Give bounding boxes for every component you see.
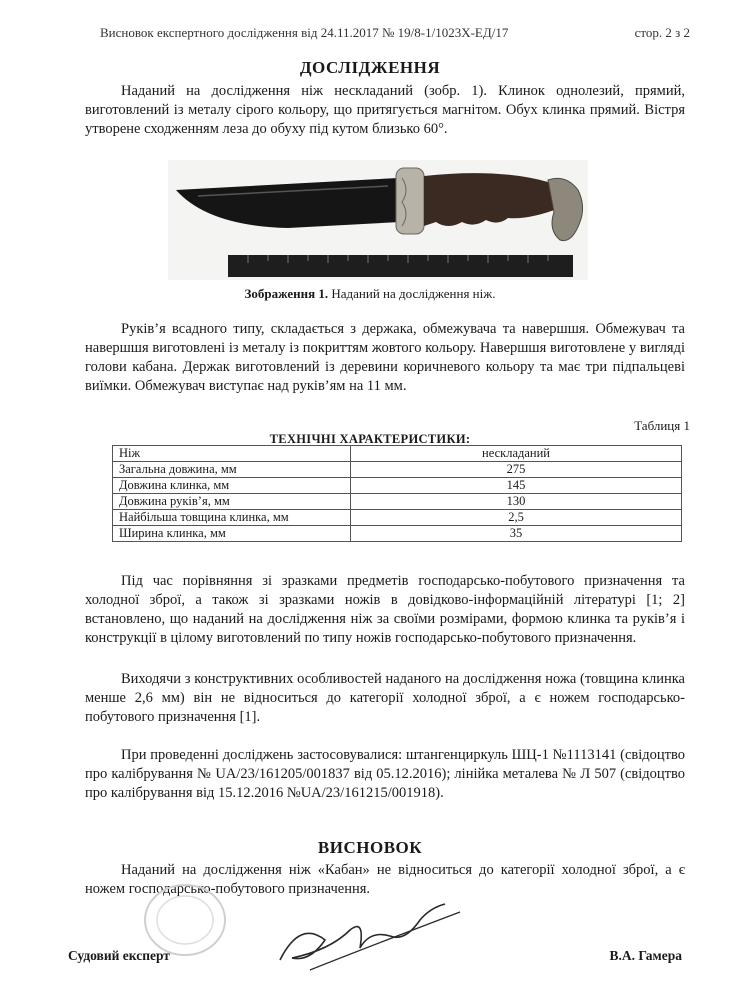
signature-name: В.А. Гамера — [609, 948, 682, 963]
conclusion-paragraph: Наданий на дослідження ніж «Кабан» не відноситься до категорії холодної зброї, а є ножем господарсько-побутового призначення. — [85, 862, 685, 897]
table-header-row — [113, 446, 682, 462]
table-number: Таблиця 1 — [634, 418, 690, 433]
table-cell-value: 145 — [351, 478, 682, 494]
table-header-cell: нескладаний — [351, 446, 682, 462]
table-cell-label: Найбільша товщина клинка, мм — [113, 510, 351, 526]
header-page-number: стор. 2 з 2 — [634, 25, 690, 40]
table-cell-label: Ширина клинка, мм — [113, 526, 351, 542]
handle-description-paragraph: Руків’я всадного типу, складається з держака, обмежувача та навершшя. Обмежувач та навершшя виготовлені із металу із покриттям жовтого кольору. Навершшя виготовлене у вигляді голови кабана. Держак виготовлений із деревини коричневого кольору та має три підпальцеві виїмки. Обмежувач виступає над руків’ям на 11 мм. — [85, 321, 685, 394]
table-cell-value: 2,5 — [351, 510, 682, 526]
table-header-cell: Ніж — [113, 446, 351, 462]
table-cell-label: Довжина руків’я, мм — [113, 494, 351, 510]
knife-photo — [168, 160, 588, 280]
table-cell-value: 130 — [351, 494, 682, 510]
table-cell-label: Довжина клинка, мм — [113, 478, 351, 494]
table-row — [113, 478, 682, 494]
specifications-table — [112, 445, 682, 542]
table-row — [113, 526, 682, 542]
table-row — [113, 510, 682, 526]
table-cell-value: 35 — [351, 526, 682, 542]
section-title-conclusion: ВИСНОВОК — [317, 838, 423, 857]
table-cell-label: Загальна довжина, мм — [113, 462, 351, 478]
table-row — [113, 462, 682, 478]
table-title: ТЕХНІЧНІ ХАРАКТЕРИСТИКИ: — [269, 432, 471, 446]
table-cell-value: 275 — [351, 462, 682, 478]
figure-caption-text: Наданий на дослідження ніж. — [328, 286, 496, 301]
instruments-paragraph: При проведенні досліджень застосовувалися: штангенциркуль ШЦ-1 №1113141 (свідоцтво про калібрування № UA/23/161205/001837 від 05.12.2016); лінійка металева № Л 507 (свідоцтво про калібрування від 15.12.2016 №UA/23/161215/001918). — [85, 747, 685, 801]
constructive-paragraph: Виходячи з конструктивних особливостей наданого на дослідження ножа (товщина клинка менше 2,6 мм) він не відноситься до категорії холодної зброї, а є ножем господарсько-побутового призначення [1]. — [85, 671, 685, 725]
intro-paragraph: Наданий на дослідження ніж нескладаний (зобр. 1). Клинок однолезий, прямий, виготовлений із металу сірого кольору, що притягується магнітом. Обух клинка прямий. Вістря утворене сходженням леза до обуху під кутом близько 60°. — [85, 83, 685, 137]
handwritten-signature — [270, 900, 470, 980]
figure-caption — [0, 286, 740, 302]
signature-role: Судовий експерт — [68, 948, 170, 963]
ruler — [228, 255, 573, 277]
figure-caption-label: Зображення 1. — [244, 286, 329, 301]
header-document-ref: Висновок експертного дослідження від 24.11.2017 № 19/8-1/1023Х-ЕД/17 — [100, 25, 509, 40]
section-title-research: ДОСЛІДЖЕННЯ — [299, 58, 441, 77]
table-row — [113, 494, 682, 510]
knife-guard — [396, 168, 424, 234]
comparison-paragraph: Під час порівняння зі зразками предметів господарсько-побутового призначення та холодної зброї, а також зі зразками ножів в довідково-інформаційній літературі [1; 2] встановлено, що наданий на дослідження ніж за своїми розмірами, формою клинка та руків’я і конструкції в цілому виготовлений по типу ножів господарсько-побутового призначення. — [85, 573, 685, 646]
